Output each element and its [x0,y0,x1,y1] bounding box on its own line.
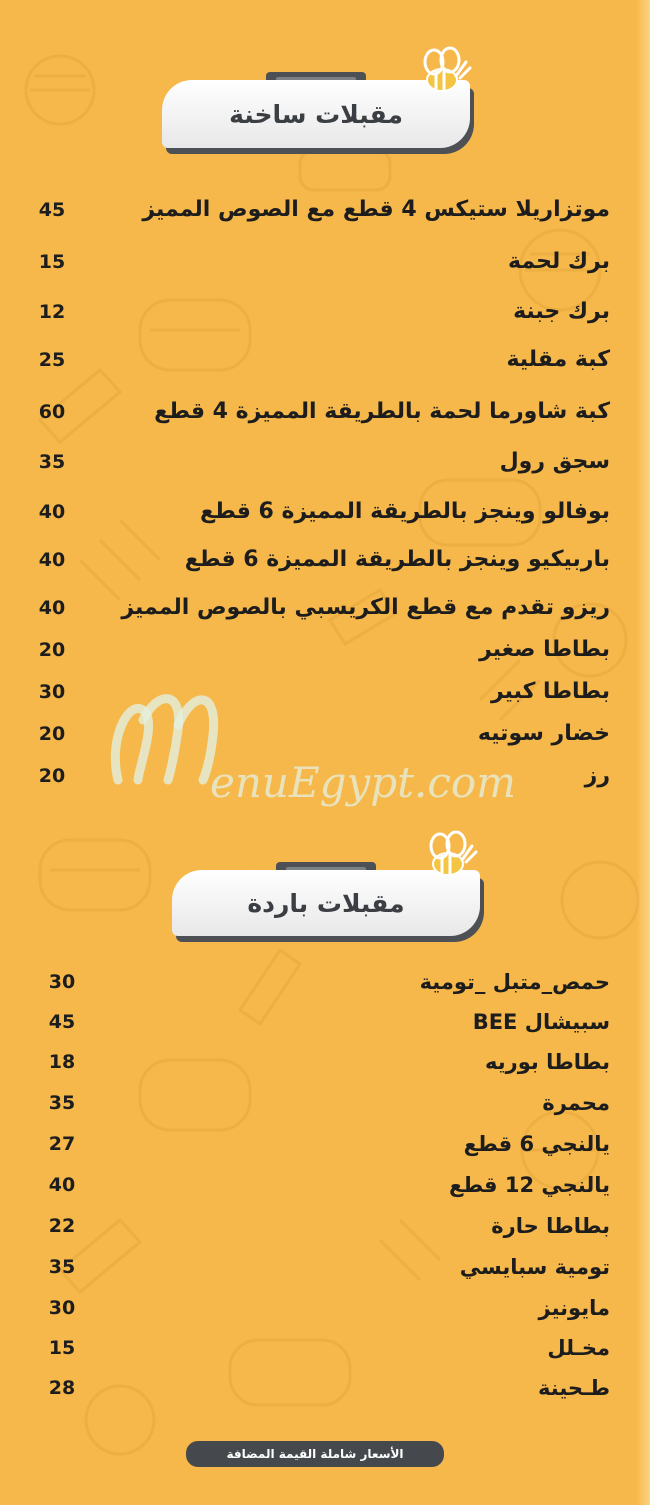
item-name: يالنجي 6 قطع [463,1132,610,1156]
item-price: 22 [48,1215,76,1237]
item-price: 30 [38,681,66,703]
item-price: 30 [48,971,76,993]
menu-item [0,962,650,1002]
item-name: تومية سبايسي [459,1255,610,1279]
menu-item [0,1124,650,1164]
menu-item [0,1083,650,1123]
item-name: بطاطا صغير [479,637,610,662]
item-name: بطاطا بوريه [485,1050,610,1074]
item-price: 40 [38,549,66,571]
item-price: 30 [48,1297,76,1319]
bee-icon [418,828,480,890]
menu-item [0,492,650,532]
item-name: طـحينة [538,1376,610,1400]
menu-item [0,242,650,282]
item-price: 40 [38,501,66,523]
item-price: 45 [48,1011,76,1033]
item-price: 12 [38,301,66,323]
menu-item [0,190,650,230]
item-price: 20 [38,639,66,661]
item-name: بطاطا كبير [490,679,610,704]
menu-item [0,1328,650,1368]
menu-item [0,1042,650,1082]
item-price: 25 [38,349,66,371]
menu-item [0,540,650,580]
item-name: مخـلل [547,1336,610,1360]
menu-item [0,1368,650,1408]
item-name: ريزو تقدم مع قطع الكريسبي بالصوص المميز [121,595,610,620]
item-name: برك لحمة [508,249,610,274]
menu-item [0,1165,650,1205]
item-price: 20 [38,765,66,787]
watermark-text: enuEgypt.com [210,758,516,807]
item-price: 60 [38,401,66,423]
item-price: 18 [48,1051,76,1073]
item-price: 35 [48,1256,76,1278]
item-price: 28 [48,1377,76,1399]
menu-item [0,340,650,380]
item-name: رز [584,763,610,788]
menu-item [0,630,650,670]
item-name: كبة مقلية [506,347,610,372]
item-price: 15 [38,251,66,273]
item-price: 27 [48,1133,76,1155]
item-name: سبيشال BEE [472,1010,610,1034]
item-name: باربيكيو وينجز بالطريقة المميزة 6 قطع [184,547,610,572]
item-name: يالنجي 12 قطع [448,1173,610,1197]
item-name: بطاطا حارة [491,1214,610,1238]
menu-item [0,1206,650,1246]
item-price: 20 [38,723,66,745]
item-name: حمص_متبل _تومية [419,970,610,994]
menu-item [0,1288,650,1328]
cold-section-title: مقبلات باردة [172,870,480,936]
item-name: برك جبنة [513,299,610,324]
menu-item [0,1247,650,1287]
item-name: كبة شاورما لحمة بالطريقة المميزة 4 قطع [154,399,610,424]
menu-item [0,442,650,482]
menu-item [0,1002,650,1042]
menu-item [0,588,650,628]
item-price: 35 [48,1092,76,1114]
item-name: محمرة [542,1091,610,1115]
menu-item [0,292,650,332]
item-name: بوفالو وينجز بالطريقة المميزة 6 قطع [200,499,610,524]
hot-section-title: مقبلات ساخنة [162,80,470,148]
item-price: 45 [38,199,66,221]
item-name: مايونيز [538,1296,610,1320]
item-name: موتزاريلا ستيكس 4 قطع مع الصوص المميز [142,197,610,222]
item-name: خضار سوتيه [477,721,610,746]
item-price: 40 [48,1174,76,1196]
item-name: سجق رول [499,449,610,474]
bee-icon [412,44,474,106]
vat-note-badge: الأسعار شاملة القيمة المضافة [186,1441,444,1467]
menu-item [0,392,650,432]
item-price: 40 [38,597,66,619]
item-price: 35 [38,451,66,473]
item-price: 15 [48,1337,76,1359]
